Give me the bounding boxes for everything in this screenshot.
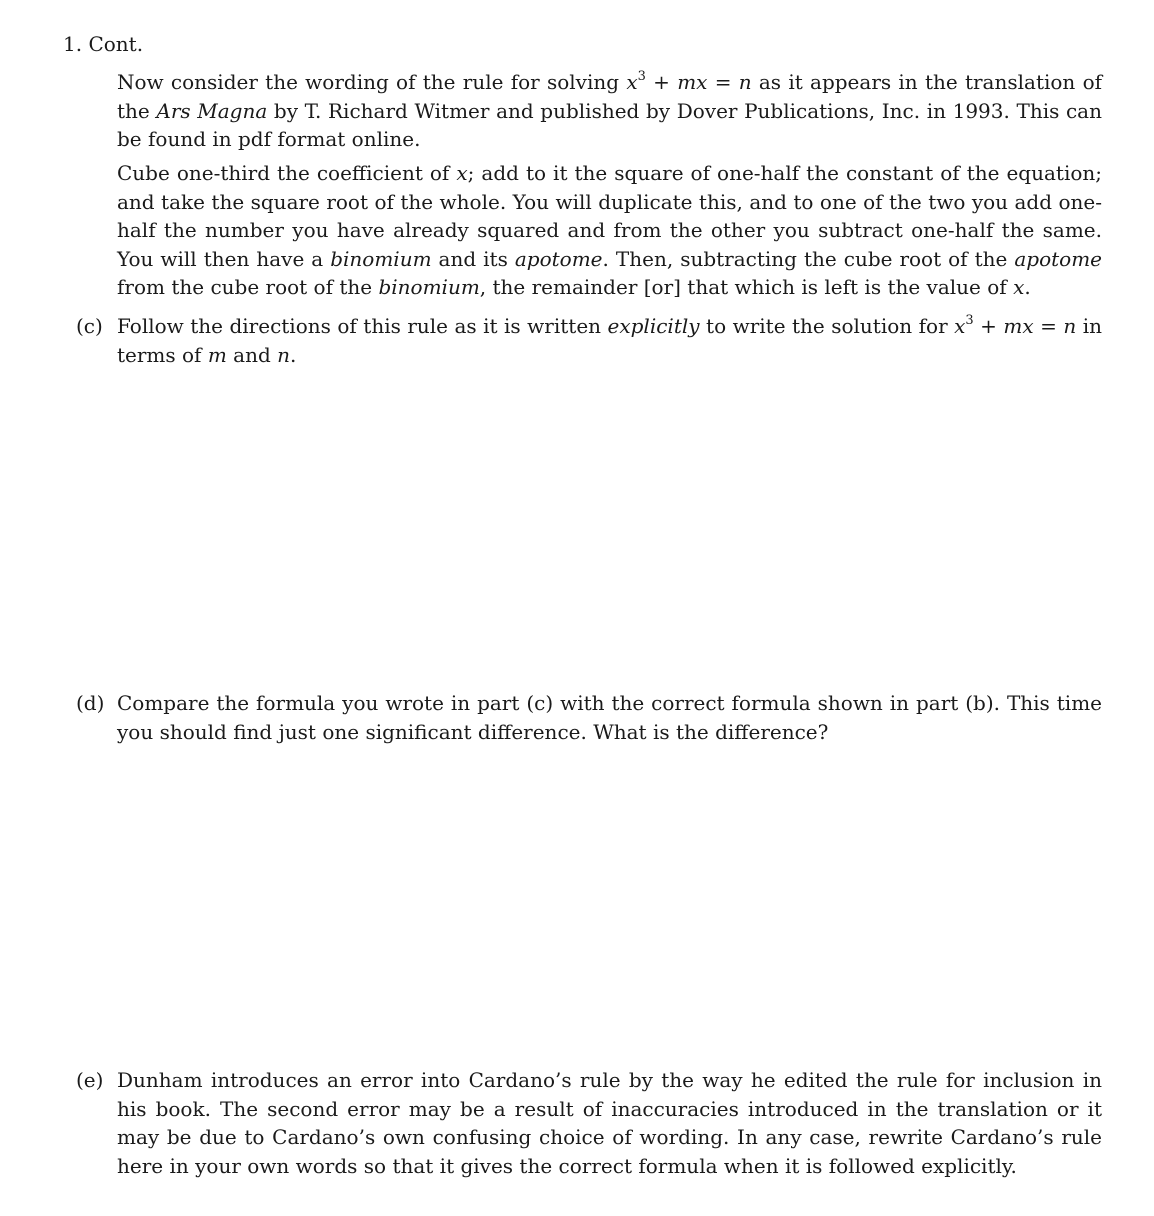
- rule-text-3: and its: [431, 246, 515, 271]
- math-x: x: [1013, 275, 1025, 300]
- math-n: n: [1063, 314, 1077, 338]
- intro-text-1: Now consider the wording of the rule for solving: [117, 70, 627, 94]
- rule-text-5: from the cube root of the: [117, 275, 379, 300]
- part-c-text-2: to write the solution for: [699, 314, 955, 338]
- part-c-text: [117, 312, 1102, 369]
- part-c-label: (c): [76, 314, 103, 338]
- book-title: Ars Magna: [156, 98, 268, 123]
- part-d-label: (d): [76, 691, 105, 715]
- math-x: x: [456, 161, 468, 185]
- math-mx: mx: [1003, 314, 1034, 338]
- math-mx: mx: [677, 70, 708, 94]
- math-plus: +: [973, 314, 1004, 338]
- term-binomium: binomium: [378, 275, 480, 300]
- rule-text-2: ; add to it the square of one-half the constant of the equation; and take the square root of the whole. You will duplicate this, and to one of the two you add one-half the number you have already squared and from the other you subtract one-half the same. You will then have a: [117, 161, 1102, 271]
- rule-text-4: . Then, subtracting the cube root of the: [602, 246, 1015, 271]
- math-m: m: [207, 342, 227, 367]
- rule-text-7: .: [1024, 275, 1031, 300]
- math-exponent: 3: [965, 312, 974, 328]
- math-x: x: [626, 70, 638, 94]
- part-c-and: and: [226, 342, 278, 367]
- intro-text-3: by T. Richard Witmer and published by Dover Publications, Inc. in 1993. This can be found in pdf format online.: [117, 98, 1102, 152]
- part-e-label: (e): [76, 1068, 104, 1092]
- part-c-end: .: [290, 342, 297, 367]
- part-e: [76, 1066, 1102, 1180]
- math-x: x: [954, 314, 966, 338]
- rule-text-6: , the remainder [or] that which is left is the value of: [479, 275, 1014, 300]
- term-apotome: apotome: [514, 246, 603, 271]
- intro-paragraph: [117, 68, 1102, 154]
- rule-text-1: Cube one-third the coefficient of: [117, 161, 457, 185]
- term-apotome: apotome: [1014, 246, 1103, 271]
- math-plus: +: [645, 70, 678, 94]
- term-binomium: binomium: [330, 246, 432, 271]
- rule-quote-paragraph: [117, 159, 1102, 302]
- problem-heading: 1. Cont.: [63, 32, 144, 56]
- part-c-text-1: Follow the directions of this rule as it is written: [117, 314, 608, 338]
- math-equals: =: [1033, 314, 1064, 338]
- math-equals: =: [707, 70, 739, 94]
- intro-text-2: as it appears in the translation of the: [117, 70, 1103, 123]
- part-e-text: Dunham introduces an error into Cardano’s rule by the way he edited the rule for inclusion in his book. The second error may be a result of inaccuracies introduced in the translation or it may be due to Cardano’s own confusing choice of wording. In any case, rewrite Cardano’s rule here in your own words so that it gives the correct formula when it is followed explicitly.: [117, 1068, 1102, 1178]
- part-d: [76, 689, 1102, 746]
- part-c-text-3: in terms of: [117, 314, 1102, 367]
- math-exponent: 3: [637, 68, 646, 84]
- emphasis-explicitly: explicitly: [607, 314, 700, 338]
- math-n: n: [277, 342, 291, 367]
- part-d-text: Compare the formula you wrote in part (c) with the correct formula shown in part (b). This time you should find just one significant difference. What is the difference?: [117, 691, 1102, 744]
- part-c: [76, 312, 1102, 369]
- math-n: n: [738, 70, 752, 94]
